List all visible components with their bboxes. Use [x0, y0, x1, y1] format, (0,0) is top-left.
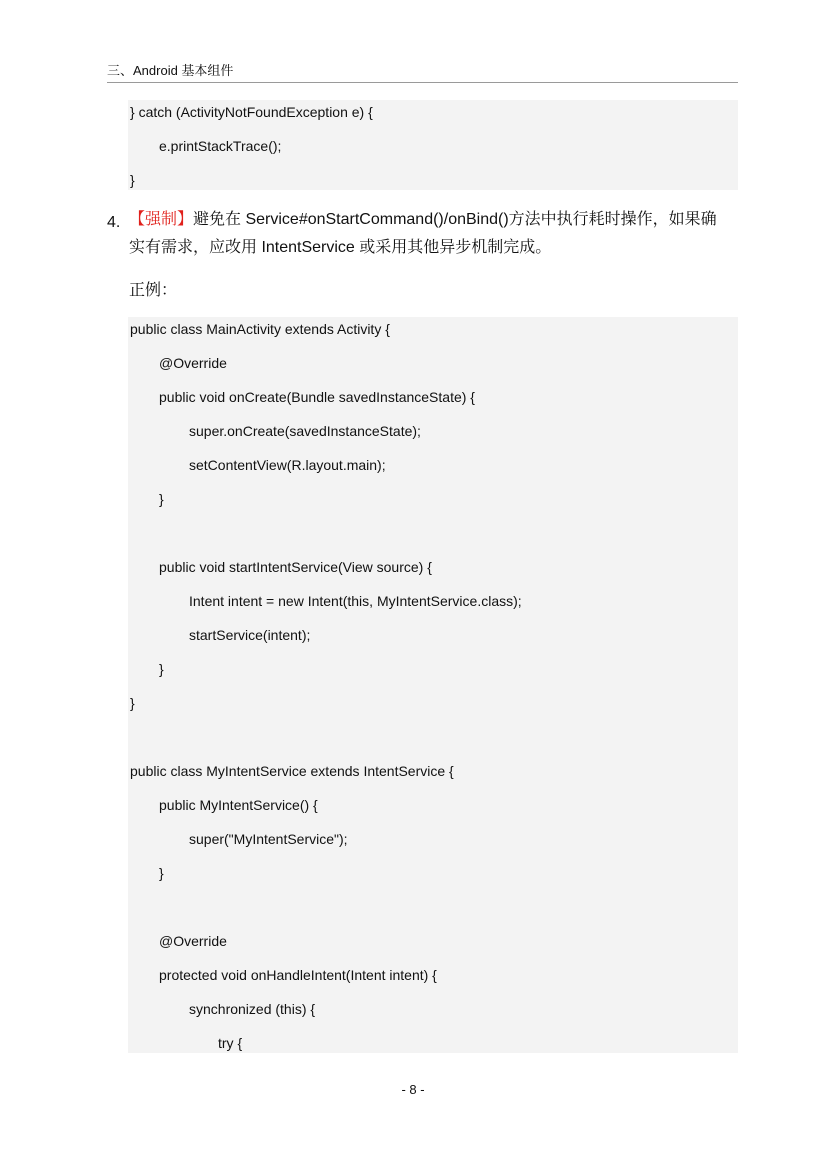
code-line: super("MyIntentService");: [189, 831, 348, 847]
rule-text-line-1: [129, 205, 717, 235]
code-line: public class MainActivity extends Activity {: [130, 321, 390, 337]
code-line: synchronized (this) {: [189, 1001, 316, 1017]
code-line: public void onCreate(Bundle savedInstanceState) {: [159, 389, 475, 405]
code-line: protected void onHandleIntent(Intent intent) {: [159, 967, 437, 983]
code-line: }: [130, 172, 135, 188]
header-title: 三、Android 基本组件: [107, 63, 234, 78]
item-number: 4.: [107, 214, 121, 231]
code-line: super.onCreate(savedInstanceState);: [189, 423, 421, 439]
code-line: public void startIntentService(View source) {: [159, 559, 432, 575]
code-line: }: [130, 695, 135, 711]
code-line: try {: [218, 1035, 243, 1051]
page-header: [107, 60, 738, 83]
code-line: public class MyIntentService extends IntentService {: [130, 763, 454, 779]
code-line: }: [159, 491, 164, 507]
code-line: e.printStackTrace();: [159, 138, 282, 154]
code-line: }: [159, 661, 164, 677]
code-line: }: [159, 865, 164, 881]
rule-text: 避免在 Service#onStartCommand()/onBind()方法中执行耗时操作，如果确: [193, 211, 717, 228]
code-line: startService(intent);: [189, 627, 311, 643]
code-line: Intent intent = new Intent(this, MyIntentService.class);: [189, 593, 522, 609]
code-line: @Override: [159, 355, 227, 371]
code-line: setContentView(R.layout.main);: [189, 457, 386, 473]
example-label: 正例：: [129, 282, 178, 299]
code-line: public MyIntentService() {: [159, 797, 318, 813]
code-block-top: [128, 100, 738, 190]
rule-text-line-2: 实有需求，应改用 IntentService 或采用其他异步机制完成。: [129, 239, 552, 256]
code-line: } catch (ActivityNotFoundException e) {: [130, 104, 373, 120]
code-block-main: [128, 317, 738, 1053]
code-line: @Override: [159, 933, 227, 949]
mandatory-tag: 【强制】: [129, 211, 194, 228]
page-number: - 8 -: [401, 1082, 425, 1097]
